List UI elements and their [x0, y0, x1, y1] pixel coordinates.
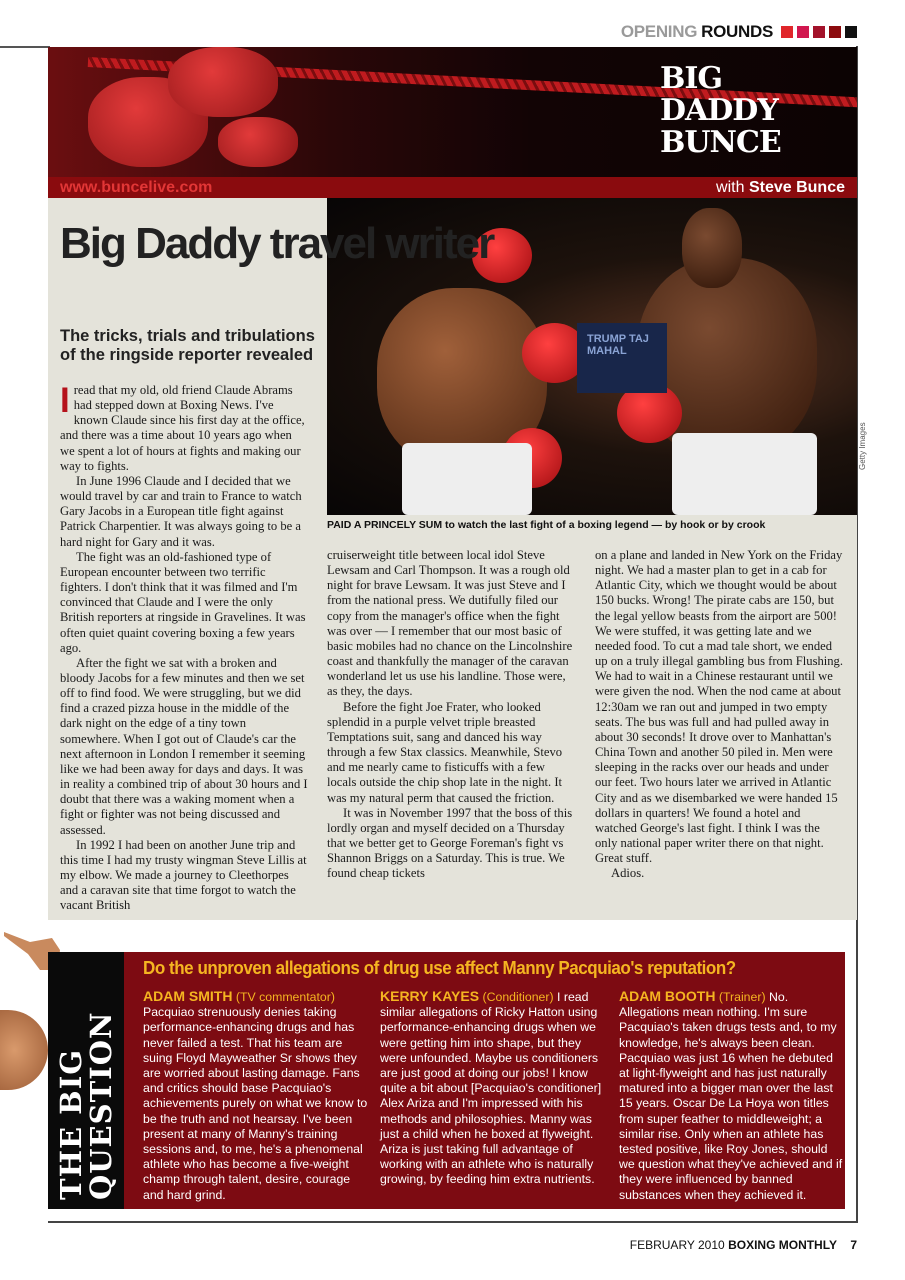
color-square	[813, 26, 825, 38]
column-banner	[48, 47, 857, 177]
big-question-label-strip	[48, 952, 124, 1209]
paragraph: It was in November 1997 that the boss of this lordly organ and myself decided on a Thursday that we better get to George Foreman's fight vs Shannon Briggs on a Saturday. This is true. We found cheap tickets	[327, 805, 573, 881]
answer-role: (TV commentator)	[235, 990, 335, 1004]
article-column-1	[60, 383, 308, 913]
paragraph: In 1992 I had been on another June trip and this time I had my trusty wingman Steve Lillis at my elbow. We made a journey to Cleethorpes and a caravan site that time forgot to watch the vacant British	[60, 837, 307, 913]
trunks	[672, 433, 817, 515]
section-word-opening: OPENING	[620, 22, 698, 41]
answer-kerry-kayes	[380, 989, 606, 1188]
label-line: THE BIG	[54, 1048, 88, 1200]
answer-adam-booth	[619, 989, 845, 1203]
paragraph: cruiserweight title between local idol Steve Lewsam and Carl Thompson. It was a rough old night for brave Lewsam. It was just Steve and I from the national press. We dutifully filed our copy from the manager's office when the fight was over — I remember that our most basic of basic mobiles had no chance on the Lincolnshire coast and thankfully the manager of the caravan wonderland let us use his landline. Those were, as they, the days.	[327, 548, 573, 699]
divider	[0, 46, 50, 48]
photo-caption: PAID A PRINCELY SUM to watch the last fight of a boxing legend — by hook or by crook	[327, 519, 766, 531]
paragraph: Before the fight Joe Frater, who looked splendid in a purple velvet triple breasted Temptations suit, sang and danced his way through a few Stax classics. Meanwhile, Stevo and me nearly came to fisticuffs with a few locals outside the chip shop late in the night. It was my natural perm that caused the friction.	[327, 699, 563, 805]
paragraph: The fight was an old-fashioned type of European encounter between two terrific fighters. I don't think that it was filmed and I'm convinced that Claude and I were the only British reporters at ringside in Gravelines. It was often quiet quaint covering boxing a few years ago.	[60, 549, 306, 655]
page-number: 7	[850, 1238, 857, 1252]
banner-strip	[48, 177, 857, 198]
paragraph-text: read that my old, old friend Claude Abrams had stepped down at Boxing News. I've known Claude since his first day at the office, and there was a time about 10 years ago when we spent a lot of hours at fights and making our way to fights.	[60, 383, 305, 473]
title-line: BIG	[660, 61, 723, 96]
answer-text: Pacquiao strenuously denies taking performance-enhancing drugs and has never failed a test. That his team are suing Floyd Mayweather Sr shows they are worried about lasting damage. Fans and critics should base Pacquiao's achievements purely on what we know to be the truth and not hearsay. I've been present at many of Manny's training sessions and, to me, he's a phenomenal athlete who has become a five-weight champ through talent, desire, courage and hard grind.	[143, 1005, 368, 1202]
author-name: Steve Bunce	[748, 178, 845, 196]
color-square	[829, 26, 841, 38]
magazine-name: BOXING MONTHLY	[728, 1238, 837, 1252]
arm-image	[0, 1010, 48, 1090]
title-line: BUNCE	[660, 125, 781, 160]
big-question-label	[56, 1011, 116, 1200]
photo-credit: Getty Images	[858, 422, 867, 470]
paragraph: on a plane and landed in New York on the Friday night. We had a master plan to get in a cab for Atlantic City, which we thought would be about 150 bucks. Wrong! The pirate cabs are 150, but the legal yellow beasts from the airport are 500! We were stuffed, it was getting late and we needed food. To cut a mad tale short, we ended up on a truly illegal gambling bus from Flushing. We had to wait in a Chinese restaurant until we were given the nod. When the nod came at about 12:30am we ran out and jumped in two empty seats. The bus was full and had pulled away in about 30 seconds! It drove over to Manhattan's China Town and another 50 piled in. Men were sleeping in the racks over our heads and under our feet. Two hours later we arrived in Atlantic City and as we disembarked we were handed 15 dollars in quarters! We found a hotel and watched George's last fight. I think I was the only national paper writer there on that night. Great stuff.	[595, 548, 844, 866]
issue-date: FEBRUARY 2010	[629, 1238, 725, 1252]
byline	[716, 179, 845, 197]
website-link[interactable]: www.buncelive.com	[60, 178, 213, 196]
title-line: DADDY	[660, 93, 778, 128]
drop-cap: I	[60, 381, 70, 420]
boxing-glove-image	[218, 117, 298, 167]
subheadline: The tricks, trials and tribulations of the ringside reporter revealed	[60, 327, 315, 364]
boxer-head	[682, 208, 742, 288]
paragraph: In June 1996 Claude and I decided that we would travel by car and train to France to watch Gary Jacobs in a European title fight against Patrick Charpentier. It was always going to be a hard night for Gary and it was.	[60, 473, 302, 549]
color-square	[845, 26, 857, 38]
answer-name: KERRY KAYES	[380, 988, 480, 1004]
section-word-rounds: ROUNDS	[701, 22, 773, 41]
color-square	[797, 26, 809, 38]
column-title	[660, 63, 781, 159]
color-square	[781, 26, 793, 38]
answer-role: (Conditioner)	[482, 990, 554, 1004]
headline: Big Daddy travel writer	[60, 219, 494, 268]
byline-with: with	[716, 178, 745, 196]
paragraph	[60, 383, 308, 474]
answer-text: No. Allegations mean nothing. I'm sure Pacquiao's taken drugs tests and, to my knowledge, he's always been clean. Pacquiao was just 16 when he debuted at light-flyweight and has just naturally matured into a bigger man over the last 15 years. Oscar De La Hoya won titles from super feather to middleweight; a similar rise. Only when an athlete has tested positive, like Roy Jones, should we question what they've achieved and if they were influenced by banned substances when they achieved it.	[619, 990, 843, 1202]
arena-sign: TRUMP TAJ MAHAL	[577, 323, 667, 393]
answer-name: ADAM SMITH	[143, 988, 233, 1004]
paragraph: After the fight we sat with a broken and bloody Jacobs for a few minutes and then we set off to find food. We were struggling, but we did find a crazed pizza house in the middle of the dark night on the edge of a tiny town somewhere. When I got out of Claude's car the next afternoon in London I remember it seeming like we had been away for days and days. It was in reality a combined trip of about 30 hours and I doubt that there was a waking moment when a fight or fighter was not being discussed and assessed.	[60, 655, 308, 837]
paragraph: Adios.	[611, 866, 645, 881]
big-question-box	[48, 952, 845, 1209]
answer-adam-smith	[143, 989, 369, 1203]
trunks	[402, 443, 532, 515]
label-line: QUESTION	[84, 1011, 118, 1200]
answer-text: I read similar allegations of Ricky Hatton using performance-enhancing drugs when we were getting him into shape, but they were unfounded. Maybe us conditioners are just good at doing our jobs! I know quite a bit about [Pacquiao's conditioner] Alex Ariza and I'm impressed with his methods and philosophies. Manny was just a child when he boxed at flyweight. Ariza is just taking full advantage of working with an athlete who is naturally growing, by feeding him extra nutrients.	[380, 990, 602, 1187]
big-question-title: Do the unproven allegations of drug use affect Manny Pacquiao's reputation?	[143, 957, 736, 978]
section-header	[621, 22, 857, 42]
article-column-3	[595, 548, 843, 881]
article-column-2	[327, 548, 575, 881]
answer-name: ADAM BOOTH	[619, 988, 716, 1004]
boxing-glove-image	[168, 47, 278, 117]
page-footer	[630, 1238, 857, 1252]
answer-role: (Trainer)	[718, 990, 766, 1004]
